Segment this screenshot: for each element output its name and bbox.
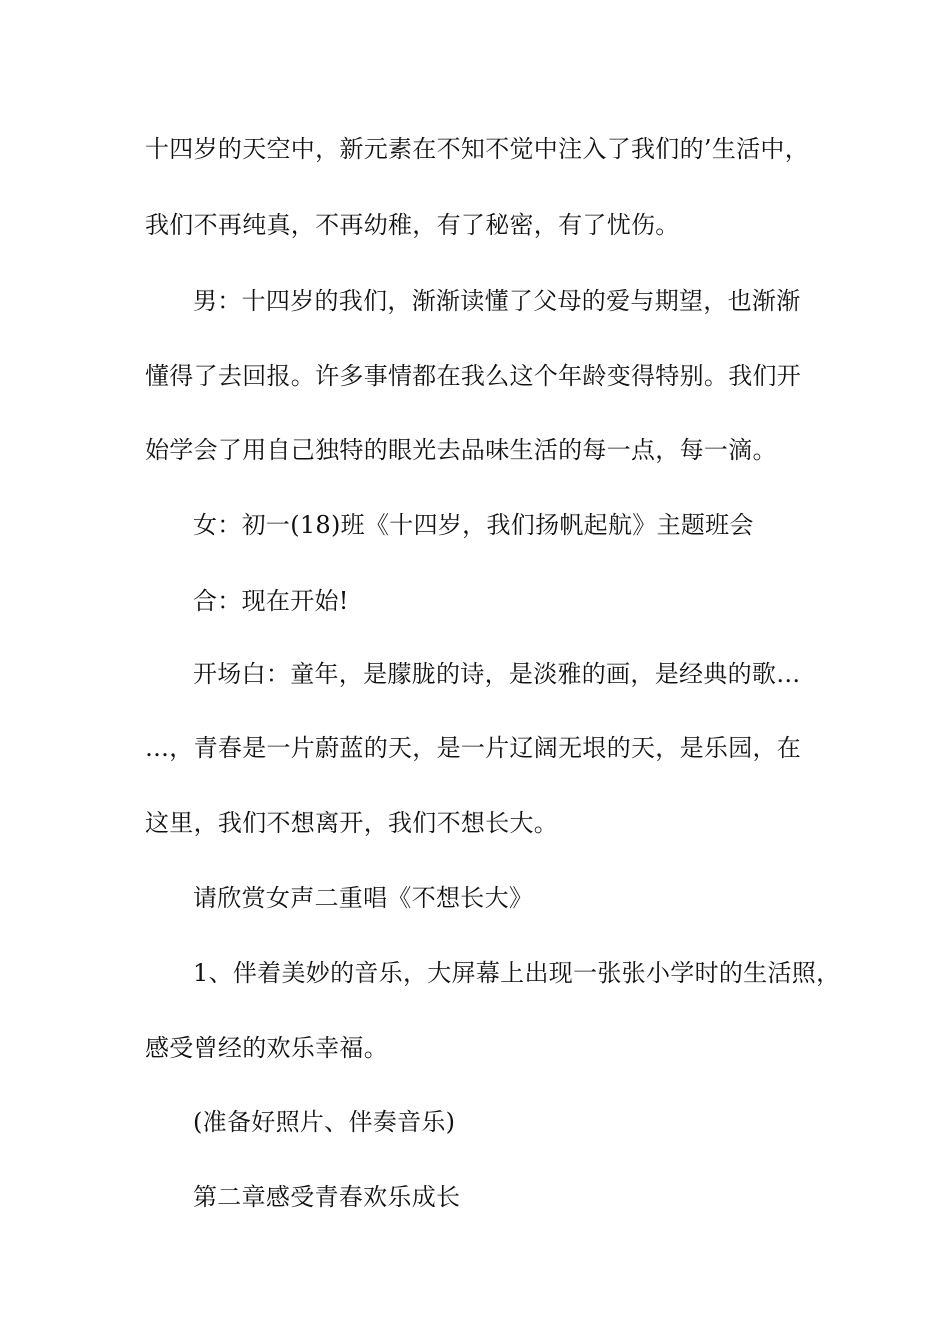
paragraph-line: 这里，我们不想离开，我们不想长大。 <box>145 809 559 837</box>
paragraph-line: 我们不再纯真，不再幼稚，有了秘密，有了忧伤。 <box>145 211 680 239</box>
paragraph-line: 懂得了去回报。许多事情都在我么这个年龄变得特别。我们开 <box>145 362 802 390</box>
paragraph-line: 女：初一(18)班《十四岁，我们扬帆起航》主题班会 <box>193 511 754 539</box>
paragraph-line: 男：十四岁的我们，渐渐读懂了父母的爱与期望，也渐渐 <box>193 287 801 315</box>
paragraph-line: 1、伴着美妙的音乐，大屏幕上出现一张张小学时的生活照， <box>193 959 841 987</box>
paragraph-line: (准备好照片、伴奏音乐) <box>193 1108 456 1136</box>
paragraph-line: 感受曾经的欢乐幸福。 <box>145 1034 388 1062</box>
paragraph-line: 始学会了用自己独特的眼光去品味生活的每一点，每一滴。 <box>145 436 777 464</box>
paragraph-line: 十四岁的天空中，新元素在不知不觉中注入了我们的’生活中， <box>145 135 810 163</box>
paragraph-line: 合：现在开始! <box>193 587 349 615</box>
paragraph-line: 开场白：童年，是朦胧的诗，是淡雅的画，是经典的歌… <box>193 660 801 688</box>
paragraph-line: …，青春是一片蔚蓝的天，是一片辽阔无垠的天，是乐园，在 <box>145 734 802 762</box>
section-heading: 第二章感受青春欢乐成长 <box>193 1183 461 1211</box>
paragraph-line: 请欣赏女声二重唱《不想长大》 <box>193 884 534 912</box>
